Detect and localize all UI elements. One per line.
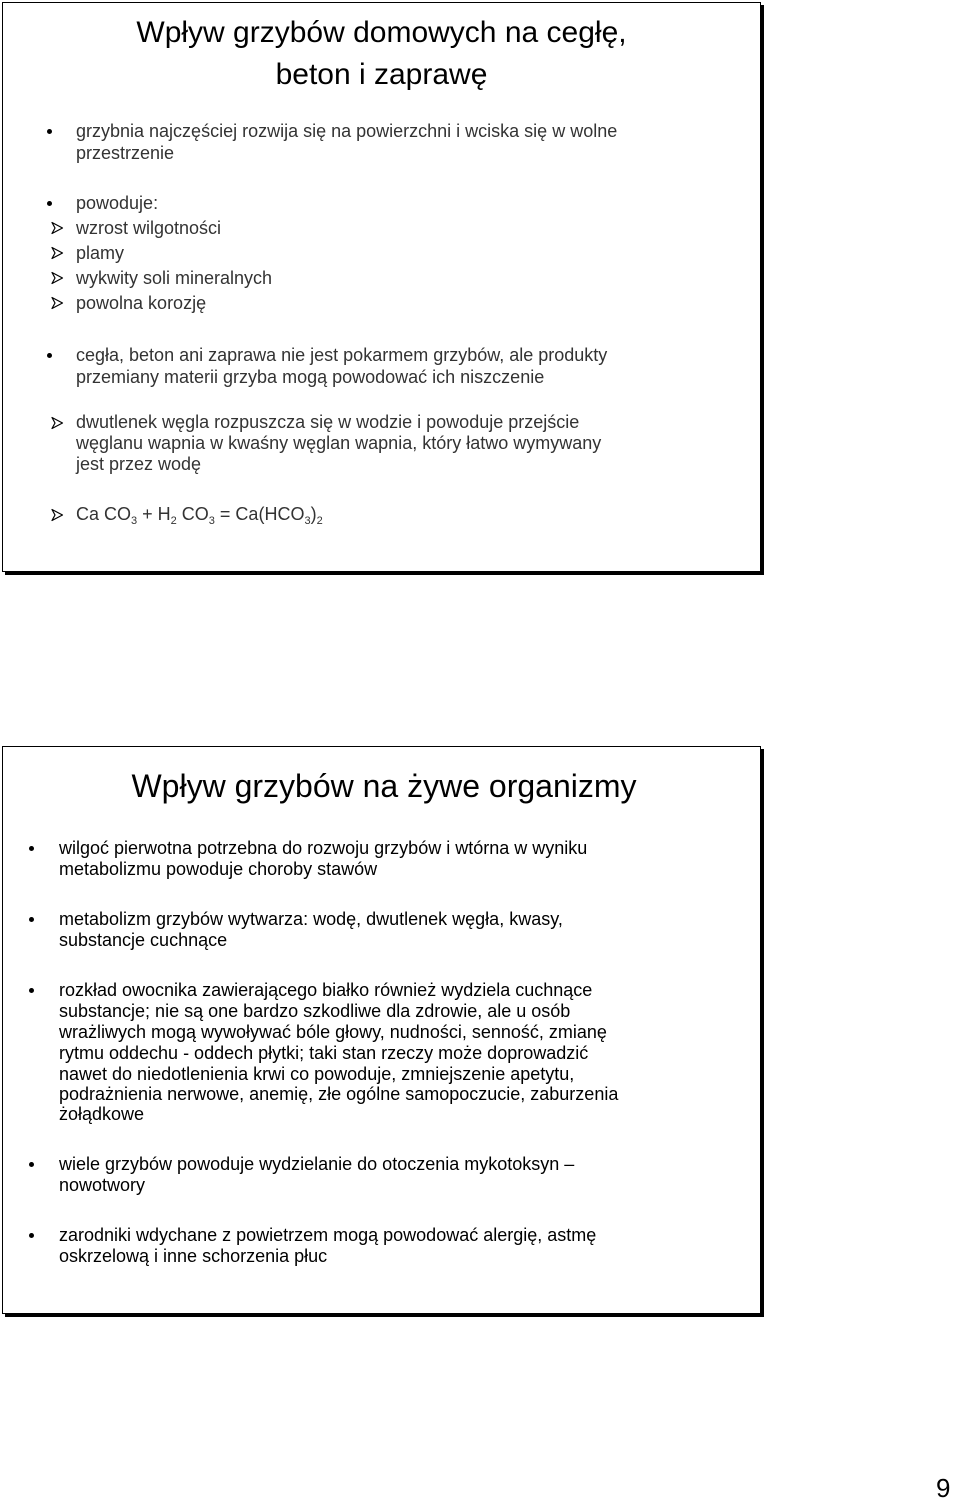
bullet-dot (29, 1233, 34, 1238)
slide-1-arrow-1-line-3: jest przez wodę (76, 454, 202, 474)
slide-1-title-line-2: beton i zaprawę (275, 58, 488, 91)
slide-2-bullet-1-line: wilgoć pierwotna potrzebna do rozwoju grzybów i wtórna w wyniku (59, 838, 588, 858)
slide-1-bullet-3-line-2: przemiany materii grzyba mogą powodować ich niszczenie (76, 367, 545, 387)
effect-item: wzrost wilgotności (76, 218, 222, 238)
arrow-bullet-icon (50, 416, 64, 430)
bullet-dot (29, 1162, 34, 1167)
slide-1-arrow-1-line-2: węglanu wapnia w kwaśny węglan wapnia, który łatwo wymywany (76, 433, 602, 453)
slide-1-bullet-3-line-1: cegła, beton ani zaprawa nie jest pokarmem grzybów, ale produkty (76, 345, 608, 365)
effect-item: wykwity soli mineralnych (76, 268, 273, 288)
bullet-dot (47, 201, 52, 206)
effect-item: plamy (76, 243, 125, 263)
slide-1-bullet-1-line-2: przestrzenie (76, 143, 175, 163)
chemical-formula: Ca $CO_3 + H_2$ $CO_3 = Ca(HCO_3)_2$ (76, 504, 323, 527)
slide-2-bullet-3-line: rytmu oddechu - oddech płytki; taki stan rzeczy może doprowadzić (59, 1043, 589, 1063)
slide-1-bullet-1-line-1: grzybnia najczęściej rozwija się na powierzchni i wciska się w wolne (76, 121, 618, 141)
slide-2-bullet-3-line: rozkład owocnika zawierającego białko również wydziela cuchnące (59, 980, 593, 1000)
slide-2-bullet-3-line: podrażnienia nerwowe, anemię, złe ogólne samopoczucie, zaburzenia (59, 1084, 619, 1104)
slide-2-bullet-3-line: żołądkowe (59, 1104, 145, 1124)
effect-item: powolna korozję (76, 293, 207, 313)
bullet-dot (29, 846, 34, 851)
arrow-bullet-icon (50, 296, 64, 310)
slide-2-bullet-4-line: nowotwory (59, 1175, 146, 1195)
bullet-dot (29, 988, 34, 993)
slide-2-bullet-3-line: wrażliwych mogą wywoływać bóle głowy, nudności, senność, zmianę (59, 1022, 607, 1042)
slide-2-bullet-2-line: substancje cuchnące (59, 930, 228, 950)
slide-2-bullet-5-line: oskrzelową i inne schorzenia płuc (59, 1246, 328, 1266)
bullet-dot (47, 129, 52, 134)
slide-2-bullet-1-line: metabolizmu powoduje choroby stawów (59, 859, 378, 879)
arrow-bullet-icon (50, 221, 64, 235)
arrow-bullet-icon (50, 508, 64, 522)
slide-1-title-line-1: Wpływ grzybów domowych na cegłę, (136, 16, 627, 49)
slide-1-title (2, 12, 761, 96)
slide-2-bullet-3-line: substancje; nie są one bardzo szkodliwe dla zdrowie, ale u osób (59, 1001, 571, 1021)
slide-1-arrow-1-line-1: dwutlenek węgla rozpuszcza się w wodzie i powoduje przejście (76, 412, 580, 432)
slide-2-bullet-2-line: metabolizm grzybów wytwarza: wodę, dwutlenek węgła, kwasy, (59, 909, 563, 929)
arrow-bullet-icon (50, 246, 64, 260)
slide-1-bullet-2: powoduje: (76, 193, 159, 213)
page-number: 9 (936, 1473, 951, 1503)
arrow-bullet-icon (50, 271, 64, 285)
bullet-dot (29, 917, 34, 922)
bullet-dot (47, 353, 52, 358)
slide-2-bullet-3-line: nawet do niedotlenienia krwi co powoduje, zmniejszenie apetytu, (59, 1064, 575, 1084)
slide-2-bullet-4-line: wiele grzybów powoduje wydzielanie do otoczenia mykotoksyn – (59, 1154, 575, 1174)
slide-2-title: Wpływ grzybów na żywe organizmy (131, 768, 637, 804)
slide-2-bullet-5-line: zarodniki wdychane z powietrzem mogą powodować alergię, astmę (59, 1225, 597, 1245)
